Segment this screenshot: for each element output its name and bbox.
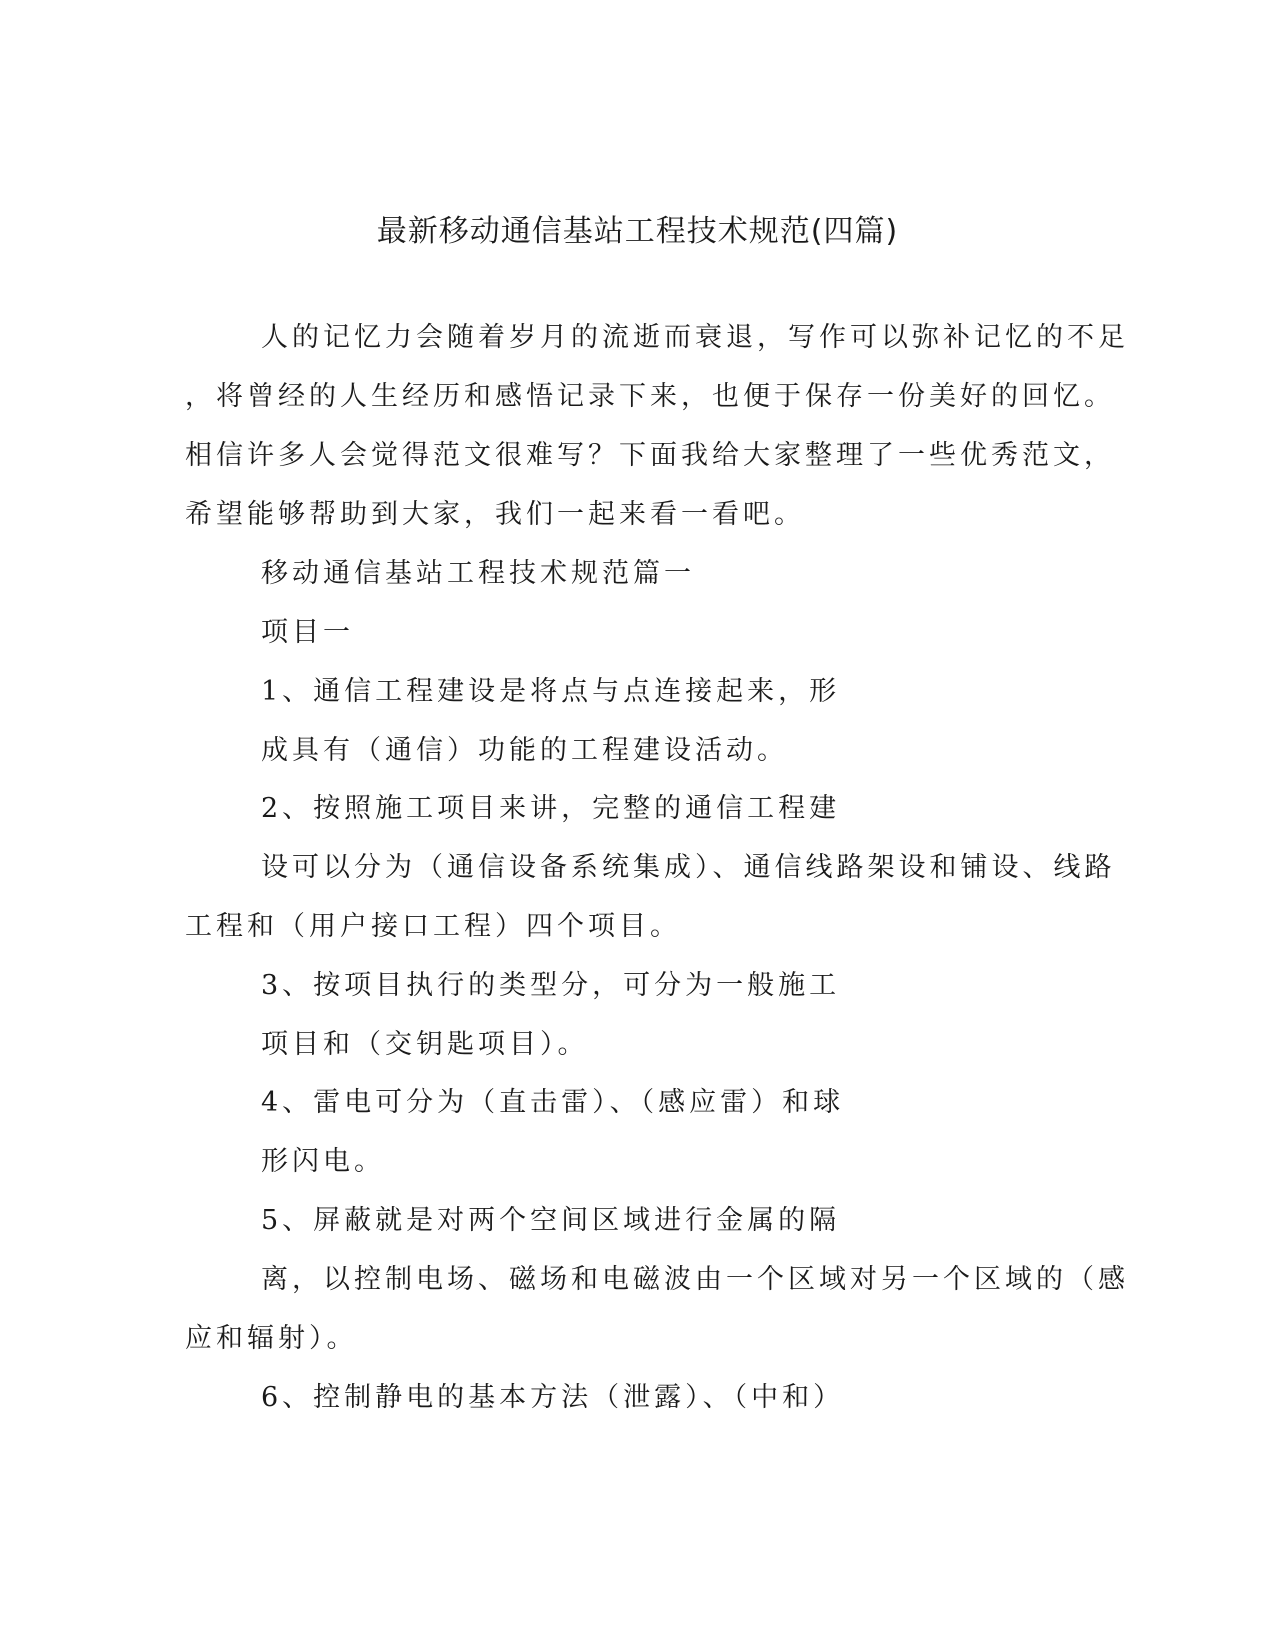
list-item-line: 5、屏蔽就是对两个空间区域进行金属的隔 bbox=[261, 1205, 841, 1236]
paragraph-line: 人的记忆力会随着岁月的流逝而衰退，写作可以弥补记忆的不足 bbox=[261, 322, 1129, 353]
list-item-line: 形闪电。 bbox=[261, 1146, 385, 1177]
paragraph-line: 希望能够帮助到大家，我们一起来看一看吧。 bbox=[185, 499, 805, 530]
list-item-line: 1、通信工程建设是将点与点连接起来，形 bbox=[261, 676, 841, 707]
list-item-line: 设可以分为（通信设备系统集成）、通信线路架设和铺设、线路 bbox=[261, 852, 1116, 883]
list-item-line: 项目和（交钥匙项目）。 bbox=[261, 1029, 589, 1060]
list-item-line: 工程和（用户接口工程）四个项目。 bbox=[185, 911, 681, 942]
list-item-line: 2、按照施工项目来讲，完整的通信工程建 bbox=[261, 793, 841, 824]
list-item-line: 离，以控制电场、磁场和电磁波由一个区域对另一个区域的（感 bbox=[261, 1264, 1129, 1295]
document-title: 最新移动通信基站工程技术规范(四篇) bbox=[376, 214, 899, 249]
subsection-heading: 项目一 bbox=[261, 617, 354, 648]
list-item-line: 成具有（通信）功能的工程建设活动。 bbox=[261, 735, 788, 766]
paragraph-line: 相信许多人会觉得范文很难写？下面我给大家整理了一些优秀范文， bbox=[185, 440, 1115, 471]
paragraph-line: ，将曾经的人生经历和感悟记录下来，也便于保存一份美好的回忆。 bbox=[185, 381, 1115, 412]
list-item-line: 3、按项目执行的类型分，可分为一般施工 bbox=[261, 970, 841, 1001]
list-item-line: 应和辐射）。 bbox=[185, 1323, 358, 1354]
list-item-line: 4、雷电可分为（直击雷）、（感应雷）和球 bbox=[261, 1087, 845, 1118]
list-item-line: 6、控制静电的基本方法（泄露）、（中和） bbox=[261, 1382, 845, 1413]
section-heading: 移动通信基站工程技术规范篇一 bbox=[261, 558, 695, 589]
